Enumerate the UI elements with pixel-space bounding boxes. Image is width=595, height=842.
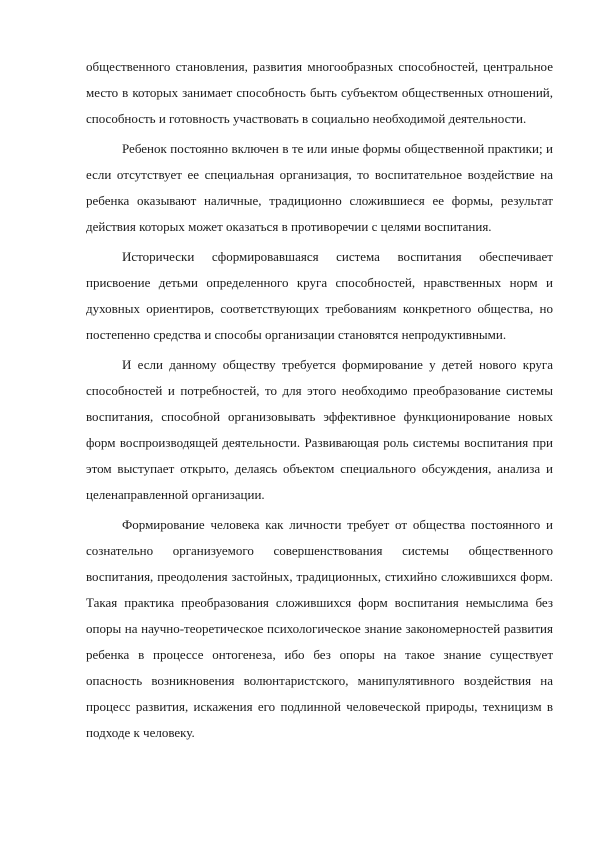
paragraph-personality-formation: Формирование человека как личности требует от общества постоянного и сознательно организуемого совершенствования системы общественного воспитания, преодоления застойных, традиционных, стихийно сложившихся форм. Такая практика преобразования сложившихся форм воспитания немыслима без опоры на научно-теоретическое психологическое знание закономерностей развития ребенка в процессе онтогенеза, ибо без опоры на такое знание существует опасность возникновения волюнтаристского, манипулятивного воздействия на процесс развития, искажения его подлинной человеческой природы, техницизм в подходе к человеку. [86, 517, 553, 740]
paragraph-new-abilities: И если данному обществу требуется формирование у детей нового круга способностей и потребностей, то для этого необходимо преобразование системы воспитания, способной организовывать эффективное функционирование новых форм воспроизводящей деятельности. Развивающая роль системы воспитания при этом выступает открыто, делаясь объектом специального обсуждения, анализа и целенаправленной организации. [86, 357, 553, 502]
paragraph-child-practice: Ребенок постоянно включен в те или иные формы общественной практики; и если отсутствует ее специальная организация, то воспитательное воздействие на ребенка оказывают наличные, традиционно сложившиеся ее формы, результат действия которых может оказаться в противоречии с целями воспитания. [86, 141, 553, 234]
paragraph-historical-system: Исторически сформировавшаяся система воспитания обеспечивает присвоение детьми определенного круга способностей, нравственных норм и духовных ориентиров, соответствующих требованиям конкретного общества, но постепенно средства и способы организации становятся непродуктивными. [86, 249, 553, 342]
document-body [86, 54, 553, 750]
paragraph-continuation: общественного становления, развития многообразных способностей, центральное место в которых занимает способность быть субъектом общественных отношений, способность и готовность участвовать в социально необходимой деятельности. [86, 59, 553, 126]
